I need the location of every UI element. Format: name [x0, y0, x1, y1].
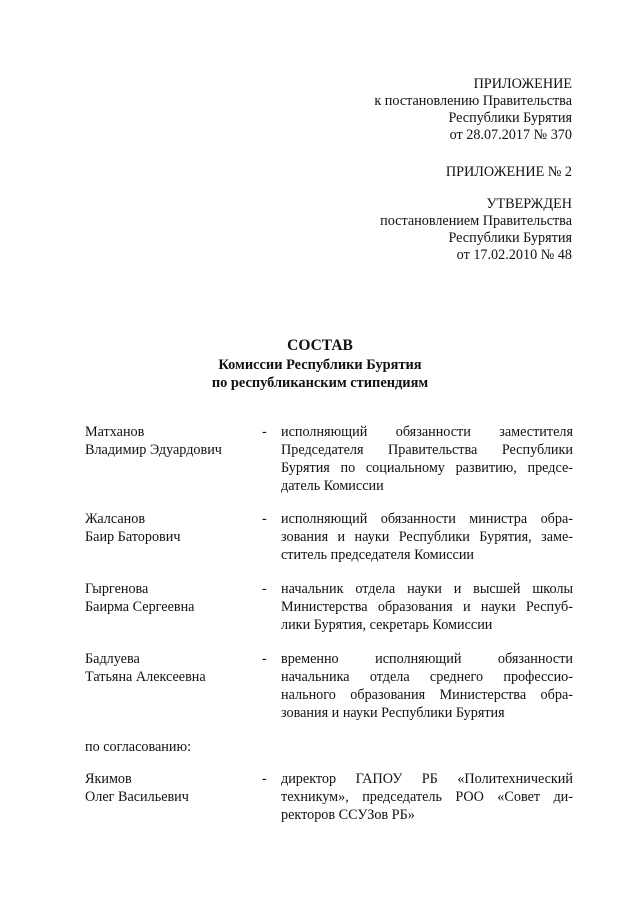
document-title — [0, 337, 640, 392]
title-line-2: Комиссии Республики Бурятия — [218, 357, 422, 373]
role-line: Министерства образования и науки Респуб- — [281, 599, 573, 615]
role-line: Председателя Правительства Республики — [281, 442, 573, 458]
role-line: Бурятия по социальному развитию, предсе- — [281, 460, 573, 476]
approved-resolution: постановлением Правительства — [380, 213, 572, 229]
appendix-resolution: к постановлению Правительства — [374, 93, 572, 109]
member-role — [281, 770, 573, 824]
member-given-name: Олег Васильевич — [85, 789, 189, 805]
appendix-republic: Республики Бурятия — [448, 110, 572, 126]
agreement-note: по согласованию: — [85, 739, 192, 755]
role-line: зования и науки Республики Бурятия — [281, 705, 505, 721]
member-surname: Бадлуева — [85, 651, 140, 667]
role-line: временно исполняющий обязанности — [281, 651, 573, 667]
approved-date-number: от 17.02.2010 № 48 — [456, 247, 572, 263]
approved-block — [380, 196, 572, 264]
member-given-name: Баир Баторович — [85, 529, 181, 545]
role-line: начальник отдела науки и высшей школы — [281, 581, 573, 597]
role-line: нального образования Министерства обра- — [281, 687, 573, 703]
member-surname: Жалсанов — [85, 511, 146, 527]
approved-republic: Республики Бурятия — [448, 230, 572, 246]
member-dash: - — [262, 511, 267, 527]
member-surname: Якимов — [85, 771, 132, 787]
member-dash: - — [262, 581, 267, 597]
role-line: датель Комиссии — [281, 478, 384, 494]
member-name — [85, 770, 255, 806]
role-line: начальника отдела среднего профессио- — [281, 669, 573, 685]
appendix-date-number: от 28.07.2017 № 370 — [449, 127, 572, 143]
role-line: ститель председателя Комиссии — [281, 547, 475, 563]
appendix-2-header — [446, 164, 572, 181]
member-role — [281, 510, 573, 564]
role-line: зования и науки Республики Бурятия, заме- — [281, 529, 573, 545]
title-main: СОСТАВ — [287, 337, 353, 354]
member-dash: - — [262, 771, 267, 787]
member-given-name: Баирма Сергеевна — [85, 599, 195, 615]
appendix-2-label: ПРИЛОЖЕНИЕ № 2 — [445, 164, 572, 180]
role-line: исполняющий обязанности заместителя — [281, 424, 573, 440]
approved-label: УТВЕРЖДЕН — [486, 196, 572, 212]
role-line: исполняющий обязанности министра обра- — [281, 511, 573, 527]
member-name — [85, 650, 255, 686]
member-dash: - — [262, 651, 267, 667]
role-line: директор ГАПОУ РБ «Политехнический — [281, 771, 573, 787]
member-surname: Матханов — [85, 424, 145, 440]
appendix-header — [374, 76, 572, 144]
member-name — [85, 423, 255, 459]
member-given-name: Татьяна Алексеевна — [85, 669, 206, 685]
member-role — [281, 650, 573, 722]
title-line-3: по республиканским стипендиям — [211, 375, 429, 391]
member-role — [281, 580, 573, 634]
role-line: техникум», председатель РОО «Совет ди- — [281, 789, 573, 805]
appendix-label: ПРИЛОЖЕНИЕ — [473, 76, 572, 92]
role-line: ректоров ССУЗов РБ» — [281, 807, 415, 823]
member-name — [85, 510, 255, 546]
role-line: лики Бурятия, секретарь Комиссии — [281, 617, 493, 633]
member-surname: Гыргенова — [85, 581, 149, 597]
member-given-name: Владимир Эдуардович — [85, 442, 222, 458]
member-dash: - — [262, 424, 267, 440]
member-role — [281, 423, 573, 495]
member-name — [85, 580, 255, 616]
